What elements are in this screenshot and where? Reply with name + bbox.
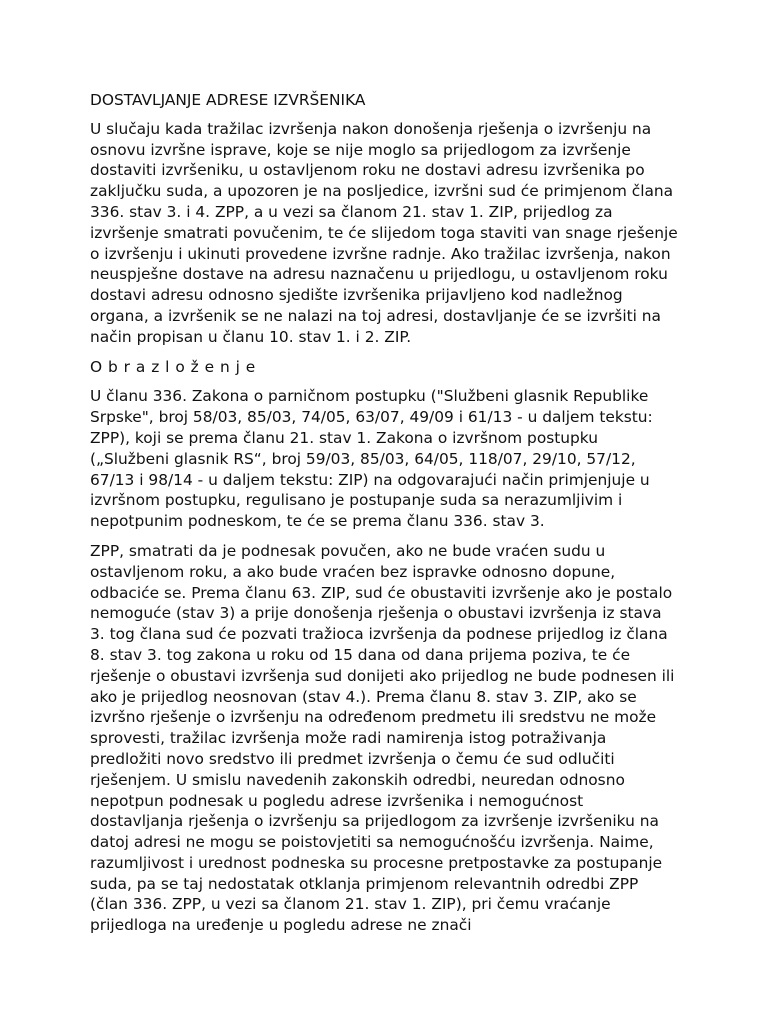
document-page <box>90 90 680 945</box>
reasoning-paragraph-1: U članu 336. Zakona o parničnom postupku ("Službeni glasnik Republike Srpske", broj 58/03, 85/03, 74/05, 63/07, 49/09 i 61/13 - u daljem tekstu: ZPP), koji se prema članu 21. stav 1. Zakona o izvršnom postupku („Službeni glasnik RS“, broj 59/03, 85/03, 64/05, 118/07, 29/10, 57/12, 67/13 i 98/14 - u daljem tekstu: ZIP) na odgovarajući način primjenjuje u izvršnom postupku, regulisano je postupanje suda sa nerazumljivim i nepotpunim podneskom, te će se prema članu 336. stav 3. <box>90 387 653 531</box>
reasoning-heading: O b r a z l o ž e n j e <box>90 357 256 376</box>
reasoning-paragraph-2: ZPP, smatrati da je podnesak povučen, ako ne bude vraćen sudu u ostavljenom roku, a ako bude vraćen bez ispravke odnosno dopune, odbaciće se. Prema članu 63. ZIP, sud će obustaviti izvršenje ako je postalo nemoguće (stav 3) a prije donošenja rješenja o obustavi izvršenja iz stava 3. tog člana sud će pozvati tražioca izvršenja da podnese prijedlog iz člana 8. stav 3. tog zakona u roku od 15 dana od dana prijema poziva, te će rješenje o obustavi izvršenja sud donijeti ako prijedlog ne bude podnesen ili ako je prijedlog neosnovan (stav 4.). Prema članu 8. stav 3. ZIP, ako se izvršno rješenje o izvršenju na određenom predmetu ili sredstvu ne može sprovesti, tražilac izvršenja može radi namirenja istog potraživanja predložiti novo sredstvo ili predmet izvršenja o čemu će sud odlučiti rješenjem. U smislu navedenih zakonskih odredbi, neuredan odnosno nepotpun podnesak u pogledu adrese izvršenika i nemogućnost dostavljanja rješenja o izvršenju sa prijedlogom za izvršenje izvršeniku na datoj adresi ne mogu se poistovjetiti sa nemogućnošću izvršenja. Naime, razumljivost i urednost podneska su procesne pretpostavke za postupanje suda, pa se taj nedostatak otklanja primjenom relevantnih odredbi ZPP (član 336. ZPP, u vezi sa članom 21. stav 1. ZIP), pri čemu vraćanje prijedloga na uređenje u pogledu adrese ne znači <box>90 541 675 935</box>
intro-paragraph: U slučaju kada tražilac izvršenja nakon donošenja rješenja o izvršenju na osnovu izvršne isprave, koje se nije moglo sa prijedlogom za izvršenje dostaviti izvršeniku, u ostavljenom roku ne dostavi adresu izvršenika po zaključku suda, a upozoren je na posljedice, izvršni sud će primjenom člana 336. stav 3. i 4. ZPP, a u vezi sa članom 21. stav 1. ZIP, prijedlog za izvršenje smatrati povučenim, te će slijedom toga staviti van snage rješenje o izvršenju i ukinuti provedene izvršne radnje. Ako tražilac izvršenja, nakon neuspješne dostave na adresu naznačenu u prijedlogu, u ostavljenom roku dostavi adresu odnosno sjedište izvršenika prijavljeno kod nadležnog organa, a izvršenik se ne nalazi na toj adresi, dostavljanje će se izvršiti na način propisan u članu 10. stav 1. i 2. ZIP. <box>90 119 678 346</box>
document-title: DOSTAVLJANJE ADRESE IZVRŠENIKA <box>90 91 366 109</box>
